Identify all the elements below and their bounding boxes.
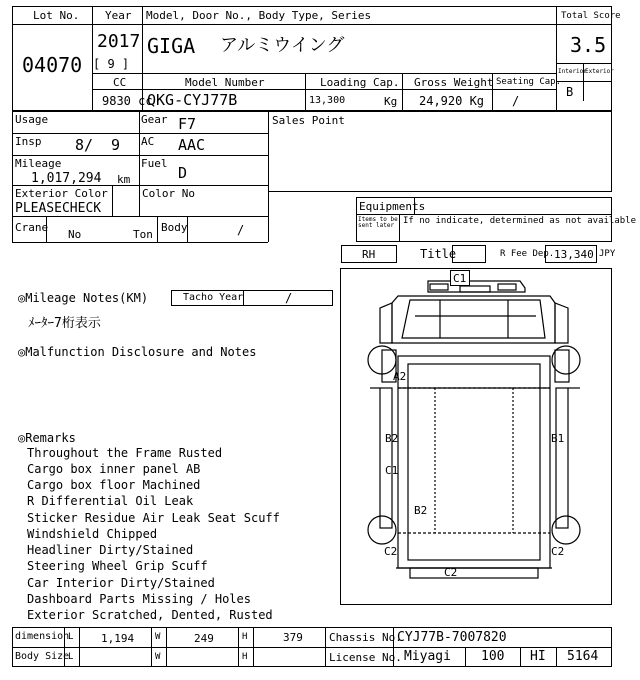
footer-divider — [520, 647, 521, 667]
bs-w-label: W — [155, 652, 161, 662]
damage-mark: C1 — [385, 464, 399, 477]
cc-label: CC — [113, 76, 127, 89]
remark-item: Headliner Dirty/Stained — [27, 543, 194, 557]
fuel-value: D — [178, 164, 188, 182]
remark-item: Cargo box inner panel AB — [27, 462, 201, 476]
insp-day: 9 — [111, 136, 121, 154]
gross-weight-value: 24,920 Kg — [419, 94, 485, 108]
dimension-label: dimension — [15, 631, 70, 642]
remarks-label: ◎Remarks — [18, 431, 76, 445]
crane-value: No — [68, 228, 82, 241]
gear-label: Gear — [141, 113, 168, 126]
dim-h-label: H — [242, 632, 248, 642]
details-divider — [157, 216, 158, 242]
equipments-note-small: Items to be sent later — [358, 216, 398, 229]
sales-point-label: Sales Point — [272, 114, 345, 127]
footer-divider — [325, 627, 326, 667]
footer-divider — [238, 627, 239, 667]
rfee-label: R Fee Dep. — [500, 249, 555, 259]
footer-divider — [253, 627, 254, 667]
footer-divider — [556, 647, 557, 667]
seating-cap-value: / — [512, 94, 520, 108]
bs-l-label: L — [68, 652, 74, 662]
interior-label: Interior — [558, 68, 587, 75]
remark-item: Car Interior Dirty/Stained — [27, 576, 215, 590]
dim-w-value: 249 — [194, 632, 214, 645]
loading-cap-value: 13,300 — [309, 95, 346, 106]
footer-divider — [12, 647, 612, 648]
bs-h-label: H — [242, 652, 248, 662]
insp-month: 8/ — [75, 136, 94, 154]
remark-item: Windshield Chipped — [27, 527, 158, 541]
lot-divider — [12, 24, 92, 25]
details-divider — [12, 111, 13, 242]
steering-side: RH — [362, 248, 376, 261]
color-no-label: Color No — [142, 187, 195, 200]
footer-divider — [79, 627, 80, 667]
equipments-divider — [399, 214, 400, 242]
remark-item: Dashboard Parts Missing / Holes — [27, 592, 251, 606]
lot-no-value: 04070 — [22, 53, 83, 77]
details-divider — [139, 111, 140, 185]
title-box — [452, 245, 486, 263]
mileage-note-text: ﾒｰﾀｰ7桁表示 — [28, 316, 101, 331]
insp-label: Insp — [15, 135, 42, 148]
equipments-divider — [356, 214, 612, 215]
score-divider — [556, 63, 612, 64]
dim-l-label: L — [68, 632, 74, 642]
title-label: Title — [420, 247, 457, 261]
ac-value: AAC — [178, 136, 206, 154]
dim-h-value: 379 — [283, 631, 303, 644]
fuel-label: Fuel — [141, 157, 168, 170]
rfee-value: 13,340 — [554, 248, 594, 261]
header-divider — [402, 73, 403, 111]
header-divider — [92, 24, 556, 25]
tacho-value: / — [285, 291, 293, 305]
mileage-notes-label: ◎Mileage Notes(KM) — [18, 291, 149, 305]
dim-l-value: 1,194 — [101, 632, 135, 645]
total-score-label: Total Score — [561, 11, 621, 21]
damage-mark: A2 — [393, 370, 407, 383]
score-divider — [556, 24, 612, 25]
cc-value: 9830 cc — [102, 94, 153, 108]
exterior-label: Exterior — [585, 68, 614, 75]
tacho-label: Tacho Year — [183, 292, 244, 303]
seating-cap-label: Seating Cap. — [496, 77, 562, 87]
chassis-value: CYJ77B-7007820 — [397, 630, 507, 645]
damage-mark: B2 — [385, 432, 399, 445]
model-number-label: Model Number — [185, 76, 265, 89]
model-body-type: アルミウイング — [220, 35, 345, 56]
damage-mark: C2 — [384, 545, 398, 558]
damage-mark: C2 — [444, 566, 458, 579]
details-divider — [139, 185, 140, 216]
damage-mark: B1 — [551, 432, 565, 445]
score-divider — [556, 81, 612, 82]
footer-divider — [166, 627, 167, 667]
details-divider — [112, 185, 113, 216]
remark-item: Sticker Residue Air Leak Seat Scuff — [27, 511, 280, 525]
equipments-label: Equipments — [359, 200, 426, 213]
mileage-unit: km — [117, 173, 131, 186]
footer-divider — [151, 627, 152, 667]
gross-weight-label: Gross Weight — [414, 76, 494, 89]
year-value: 2017 — [97, 31, 141, 52]
model-name: GIGA — [147, 34, 196, 58]
body-label: Body — [161, 221, 188, 234]
details-divider — [12, 133, 268, 134]
malfunction-label: ◎Malfunction Disclosure and Notes — [18, 345, 257, 359]
crane-label: Crane — [15, 221, 49, 234]
license-label: License No. — [329, 651, 402, 664]
header-divider — [92, 89, 556, 90]
crane-unit: Ton — [133, 228, 153, 241]
loading-cap-unit: Kg — [384, 95, 398, 108]
remark-item: Cargo box floor Machined — [27, 478, 201, 492]
header-divider — [92, 73, 556, 74]
details-divider — [12, 155, 268, 156]
gear-value: F7 — [178, 115, 197, 133]
footer-divider — [465, 647, 466, 667]
lot-no-label: Lot No. — [33, 9, 80, 22]
exterior-color-value: PLEASECHECK — [15, 201, 102, 216]
chassis-label: Chassis No. — [329, 631, 402, 644]
year-sub-value: [ 9 ] — [93, 57, 130, 71]
equipments-note: If no indicate, determined as not available — [403, 216, 636, 226]
ac-label: AC — [141, 135, 155, 148]
exterior-color-label: Exterior Color — [15, 187, 108, 200]
damage-mark: B2 — [414, 504, 428, 517]
license-region: Miyagi — [404, 649, 451, 664]
dim-w-label: W — [155, 632, 161, 642]
total-score-value: 3.5 — [570, 33, 607, 57]
license-number-class: 100 — [481, 649, 505, 664]
damage-mark: C2 — [551, 545, 565, 558]
usage-label: Usage — [15, 113, 49, 126]
details-divider — [12, 216, 268, 217]
license-number: 5164 — [567, 649, 599, 664]
mileage-value: 1,017,294 — [31, 171, 102, 186]
remark-item: Steering Wheel Grip Scuff — [27, 559, 208, 573]
details-divider — [12, 242, 268, 243]
model-label: Model, Door No., Body Type, Series — [146, 9, 372, 22]
mileage-label: Mileage — [15, 157, 62, 170]
body-value: / — [237, 223, 245, 237]
remark-item: R Differential Oil Leak — [27, 494, 194, 508]
details-divider — [12, 111, 268, 112]
license-kana: HI — [530, 649, 546, 664]
interior-score: B — [566, 85, 574, 99]
body-size-label: Body Size — [15, 651, 70, 662]
remark-item: Exterior Scratched, Dented, Rusted — [27, 608, 273, 622]
header-divider — [556, 6, 557, 111]
year-label: Year — [105, 9, 132, 22]
model-number-value: QKG-CYJ77B — [147, 91, 238, 109]
truck-diagram — [340, 268, 612, 605]
rfee-unit: JPY — [599, 249, 616, 259]
remark-item: Throughout the Frame Rusted — [27, 446, 223, 460]
loading-cap-label: Loading Cap. — [320, 76, 400, 89]
header-divider — [305, 73, 306, 111]
damage-mark: C1 — [453, 272, 467, 285]
